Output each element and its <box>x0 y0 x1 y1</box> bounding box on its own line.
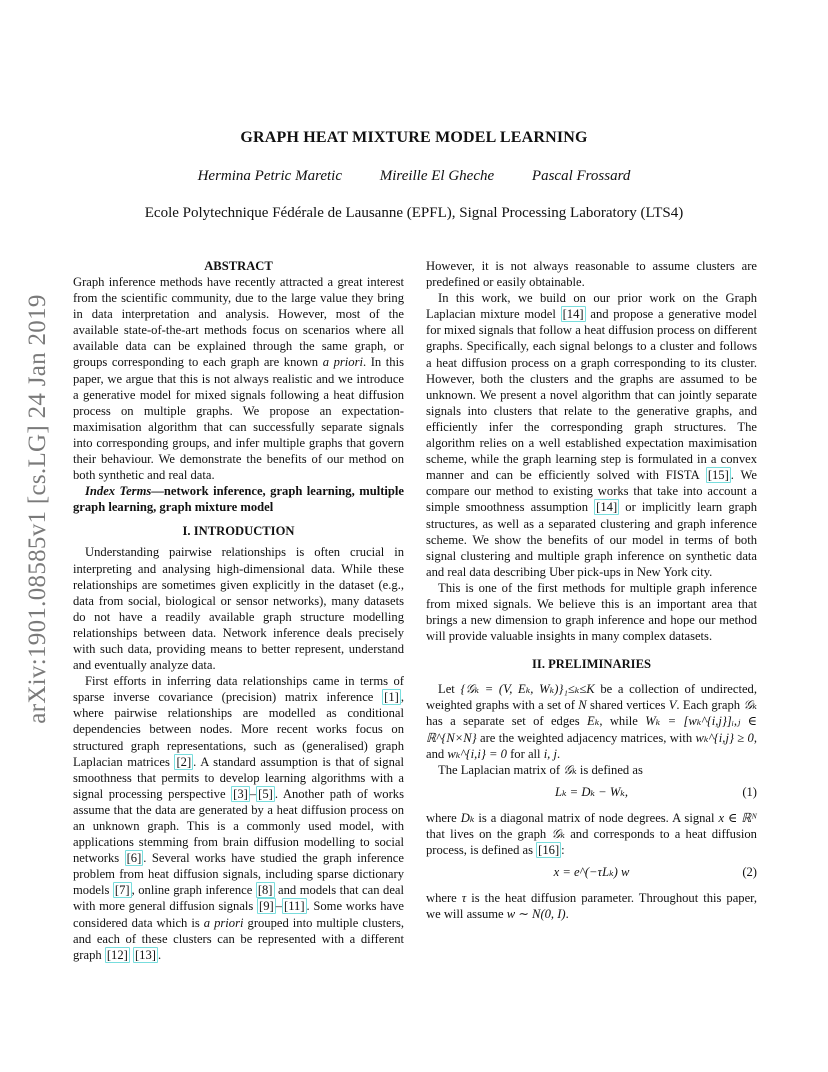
citation-link[interactable]: [13] <box>134 947 156 962</box>
prelim-paragraph: where τ is the heat diffusion parameter. Throughout this paper, we will assume w ∼ N(0, I). <box>426 891 758 922</box>
abstract-text: Graph inference methods have recently attracted a great interest from the scientific community, due to the large value they bring in data interpretation and analysis. However, most of the available state-of-the-art methods focus on scenarios where all available data can be explained through the same graph, or groups corresponding to each graph are known a priori. In this paper, we argue that this is not always realistic and we introduce a generative model for mixed signals following a heat diffusion process on multiple graphs. We propose an expectation-maximisation algorithm that can successfully separate signals into corresponding groups, and infer multiple graphs that govern their behaviour. We demonstrate the benefits of our method on both synthetic and real data. <box>73 275 405 483</box>
prelim-paragraph: where Dₖ is a diagonal matrix of node degrees. A signal x ∈ ℝᴺ that lives on the graph 𝒢ₖ and corresponds to a heat diffusion process, is defined as [16] : <box>426 810 758 857</box>
equation-body: x = e^(−τLₖ) w <box>553 865 630 880</box>
equation-number: (1) <box>742 784 757 799</box>
equation-1 <box>426 784 757 806</box>
intro-paragraph: First efforts in inferring data relationships came in terms of sparse inverse covariance (precision) matrix inference [1] , where pairwise relationships are modelled as conditional dependencies between nodes. More recent works focus on structured graph representations, such as (generalised) graph Laplacian matrices [2] . A standard assumption is that of signal smoothness that permits to develop learning algorithms with a signal processing perspective [3] – [5] . Another path of works assume that the data are generated by a heat diffusion process on an unknown graph. This is a commonly used model, with applications stemming from brain diffusion modelling to social networks [6] . Several works have studied the graph inference problem from heat diffusion signals, including sparse dictionary models [7] , online graph inference [8] and models that can deal with more general diffusion signals [9] – [11] . Some works have considered data which is a priori grouped into multiple clusters, and each of these clusters can be represented with a different graph [12] [13] . <box>73 674 405 962</box>
author-name: Pascal Frossard <box>531 168 631 184</box>
citation-link[interactable]: [8] <box>257 883 273 898</box>
prelim-paragraph: The Laplacian matrix of 𝒢ₖ is defined as <box>438 762 643 777</box>
intro-paragraph: However, it is not always reasonable to assume clusters are predefined or easily obtainable. <box>426 259 757 290</box>
paper-title: GRAPH HEAT MIXTURE MODEL LEARNING <box>240 129 588 146</box>
arxiv-watermark: arXiv:1901.08585v1 [cs.LG] 24 Jan 2019 <box>24 294 51 724</box>
intro-heading: I. INTRODUCTION <box>182 524 295 539</box>
left-column <box>73 258 404 963</box>
citation-link[interactable]: [14] <box>596 500 618 515</box>
citation-link[interactable]: [6] <box>126 851 142 866</box>
right-column <box>426 258 757 922</box>
citation-link[interactable]: [2] <box>176 754 192 769</box>
citation-link[interactable]: [16] <box>538 843 560 857</box>
citation-link[interactable]: [12] <box>106 947 128 962</box>
equation-body: Lₖ = Dₖ − Wₖ, <box>554 784 629 799</box>
citation-link[interactable]: [3] <box>233 786 248 801</box>
affiliation: Ecole Polytechnique Fédérale de Lausanne (EPFL), Signal Processing Laboratory (LTS4) <box>144 205 684 221</box>
citation-link[interactable]: [14] <box>562 307 584 322</box>
citation-link[interactable]: [1] <box>384 690 399 705</box>
citation-link[interactable]: [5] <box>258 786 273 801</box>
citation-link[interactable]: [15] <box>707 468 729 483</box>
citation-link[interactable]: [9] <box>259 899 274 914</box>
equation-2 <box>426 864 757 886</box>
intro-paragraph: Understanding pairwise relationships is often crucial in interpreting and analysing high-dimensional data. While these relationships are sometimes given explicitly in the dataset (e.g., data from social, biological or sensor networks), many datasets do not have a readily available graph structure modelling relationships between data. Network inference deals precisely with such data, providing means to better represent, understand and eventually analyze data. <box>73 545 404 673</box>
index-terms: Index Terms—network inference, graph learning, multiple graph learning, graph mixture model <box>73 484 404 515</box>
preliminaries-heading: II. PRELIMINARIES <box>532 657 651 672</box>
citation-link[interactable]: [7] <box>114 883 130 898</box>
author-list <box>0 168 828 185</box>
intro-paragraph: In this work, we build on our prior work on the Graph Laplacian mixture model [14] and propose a generative model for mixed signals that follow a heat diffusion process on different graphs. Specifically, each signal belongs to a cluster and follows a heat diffusion process on a graph corresponding to its cluster. However, both the clusters and the graphs are assumed to be unknown. We present a novel algorithm that can jointly separate signals into clusters that relate to the generative graphs, and efficiently infer the corresponding graph structures. The algorithm relies on a well established expectation maximisation scheme, while the graph learning step is formulated in a convex manner and can be efficiently solved with FISTA [15] . We compare our method to existing works that take into account a simple smoothness assumption [14] or implicitly learn graph structures, as well as a separated clustering and graph inference scheme. We show the benefits of our model in terms of both signal clustering and multiple graph inference on synthetic data and real data describing Uber pick-ups in New York city. <box>426 291 757 579</box>
author-name: Hermina Petric Maretic <box>197 168 342 184</box>
equation-number: (2) <box>742 865 757 880</box>
citation-link[interactable]: [11] <box>284 899 305 914</box>
intro-paragraph: This is one of the first methods for multiple graph inference from mixed signals. We believe this is an important area that brings a new dimension to graph inference and hope our method will provide valuable insights in many complex datasets. <box>426 580 757 644</box>
prelim-paragraph: Let {𝒢ₖ = (V, Eₖ, Wₖ)}₁≤ₖ≤K be a collection of undirected, weighted graphs with a set of N shared vertices V. Each graph 𝒢ₖ has a separate set of edges Eₖ, while Wₖ = [wₖ^{i,j}]ᵢ,ⱼ ∈ ℝ^{N×N} are the weighted adjacency matrices, with wₖ^{i,j} ≥ 0, and wₖ^{i,i} = 0 for all i, j. <box>426 682 758 761</box>
abstract-heading: ABSTRACT <box>204 259 273 273</box>
author-name: Mireille El Gheche <box>379 168 495 184</box>
